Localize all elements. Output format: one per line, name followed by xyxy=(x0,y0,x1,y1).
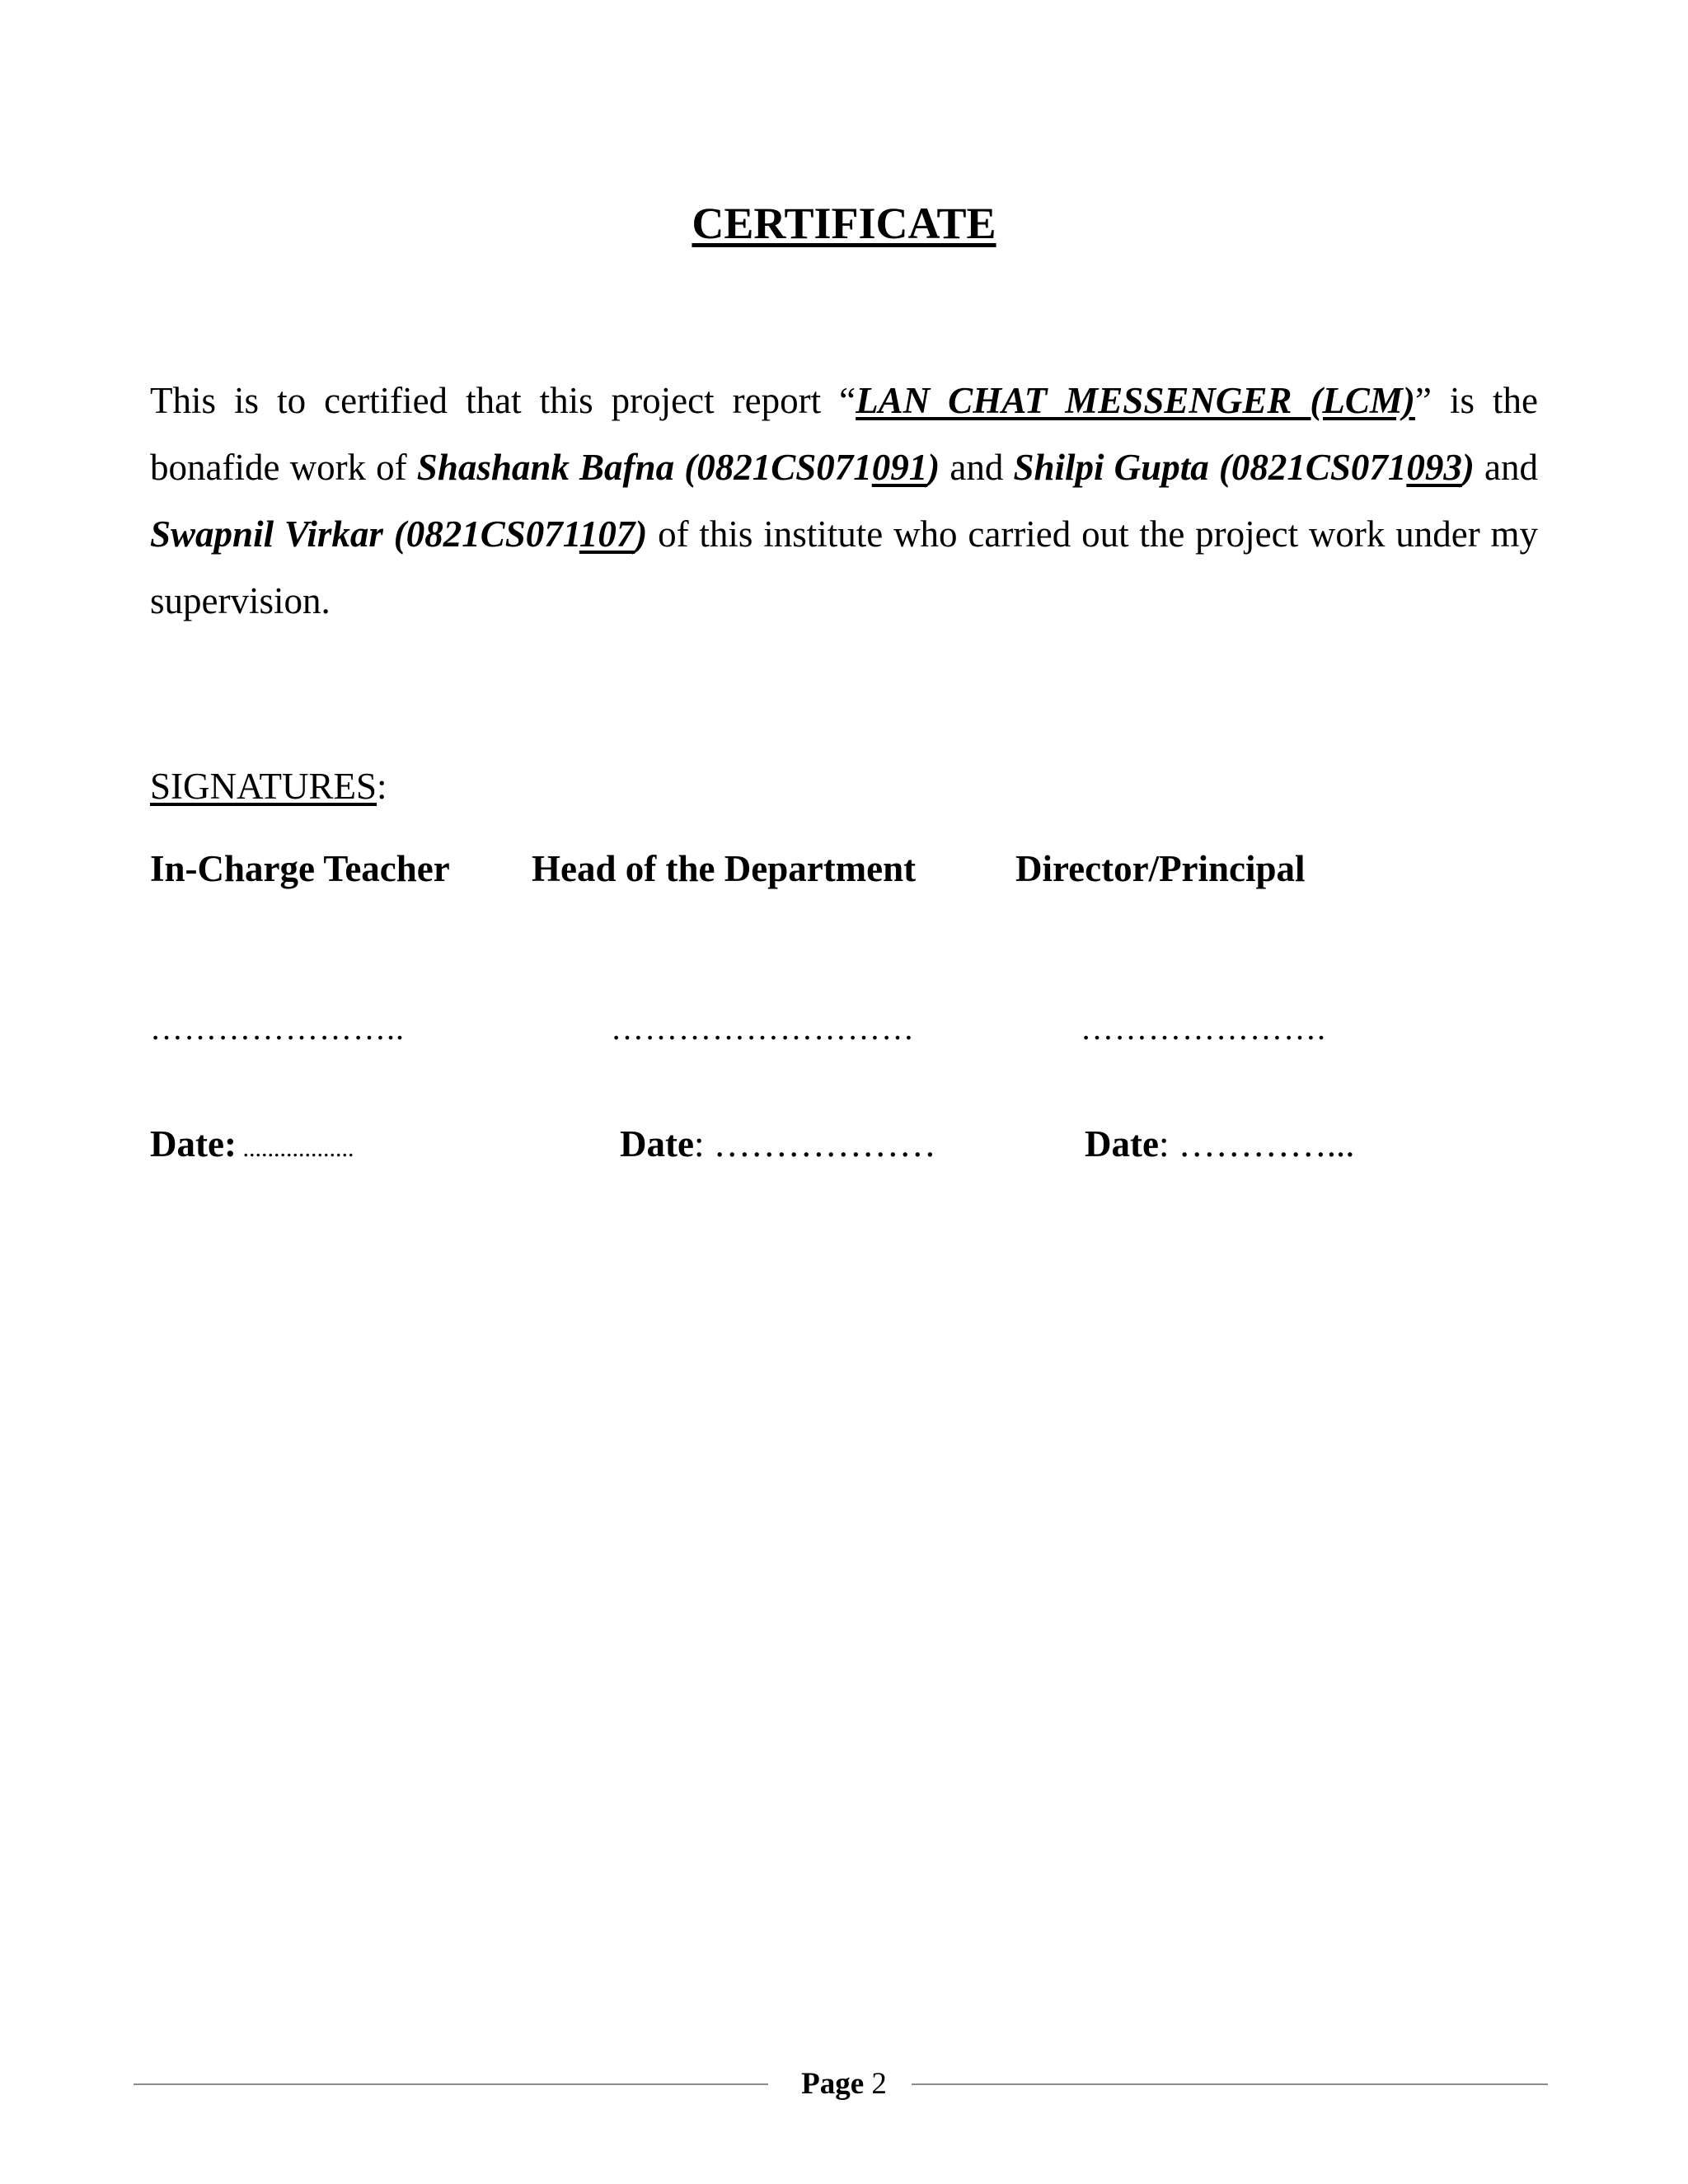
date-field-director xyxy=(1085,1119,1354,1169)
student-name: Swapnil Virkar (0821CS071 xyxy=(150,513,579,555)
student-roll: 091 xyxy=(871,447,928,488)
signatures-heading-text: SIGNATURES xyxy=(150,766,377,807)
role-in-charge-teacher: In-Charge Teacher xyxy=(150,848,450,889)
signature-line-teacher: ………………….. xyxy=(150,1010,405,1047)
body-text: and xyxy=(940,447,1014,488)
date-value: .................. xyxy=(236,1135,354,1162)
date-field-hod xyxy=(620,1119,936,1169)
page-label: Page xyxy=(801,2067,865,2101)
date-field-teacher xyxy=(150,1119,354,1174)
signature-line-hod: ……………………… xyxy=(611,1010,915,1047)
page-number: 2 xyxy=(871,2067,887,2101)
student-roll: 107 xyxy=(579,513,635,555)
student-roll-close: ) xyxy=(635,513,648,555)
student-name: Shilpi Gupta (0821CS071 xyxy=(1013,447,1407,488)
body-text: and xyxy=(1474,447,1538,488)
page-footer xyxy=(0,2064,1688,2105)
body-text: of this institute who carried out the project work under my supervision. xyxy=(150,513,1538,621)
body-text: ” is the bonafide work of xyxy=(150,380,1538,488)
signatures-heading xyxy=(150,762,387,811)
signature-line-director: …………………. xyxy=(1081,1010,1326,1047)
date-value: : …………... xyxy=(1158,1123,1355,1165)
date-label: Date xyxy=(620,1123,694,1165)
page-title: CERTIFICATE xyxy=(692,199,996,248)
student-name: Shashank Bafna (0821CS071 xyxy=(416,447,872,488)
role-head-of-department: Head of the Department xyxy=(532,848,917,889)
date-label: Date: xyxy=(150,1123,237,1165)
student-roll-close: ) xyxy=(927,447,940,488)
student-roll-close: ) xyxy=(1461,447,1475,488)
role-director-principal: Director/Principal xyxy=(1015,848,1306,889)
date-value: : ……………… xyxy=(693,1123,936,1165)
body-text: This is to certified that this project report “ xyxy=(150,380,856,421)
certificate-body xyxy=(150,368,1538,635)
project-name: LAN CHAT MESSENGER (LCM) xyxy=(856,380,1415,421)
date-label: Date xyxy=(1085,1123,1159,1165)
student-roll: 093 xyxy=(1406,447,1462,488)
signatures-heading-colon: : xyxy=(377,766,387,807)
